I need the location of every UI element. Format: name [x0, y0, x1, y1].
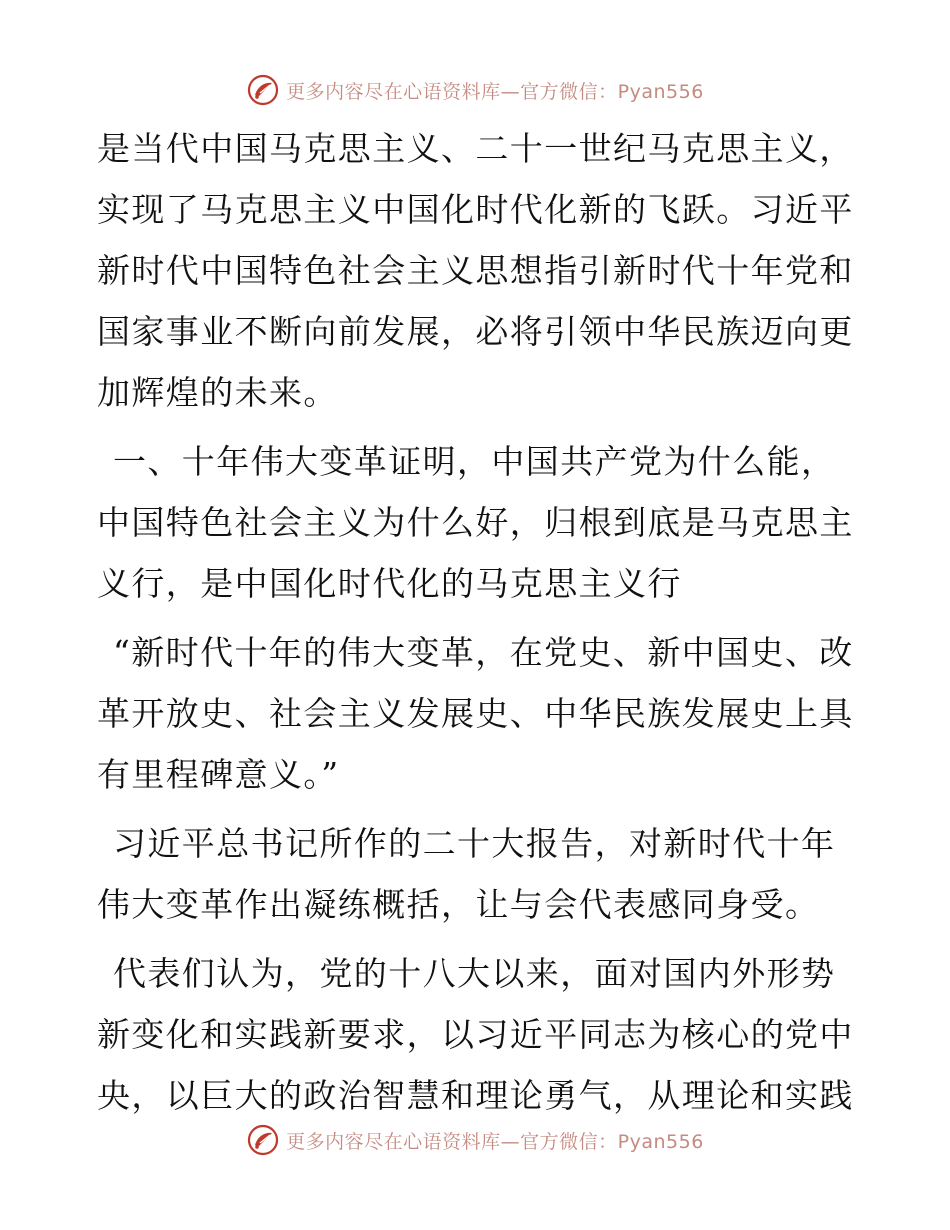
- footer-watermark: [0, 1120, 950, 1160]
- watermark-text: 更多内容尽在心语资料库—官方微信：Pyan556: [286, 80, 704, 103]
- watermark-logo-icon: [246, 1123, 280, 1157]
- paragraph-report-summary: 习近平总书记所作的二十大报告，对新时代十年伟大变革作出凝练概括，让与会代表感同身受。: [97, 824, 836, 924]
- quote-paragraph: “新时代十年的伟大变革，在党史、新中国史、改革开放史、社会主义发展史、中华民族发展史上具有里程碑意义。”: [97, 633, 854, 794]
- paragraph-intro-continuation: 是当代中国马克思主义、二十一世纪马克思主义，实现了马克思主义中国化时代化新的飞跃。习近平新时代中国特色社会主义思想指引新时代十年党和国家事业不断向前发展，必将引领中华民族迈向更加辉煌的未来。: [97, 129, 854, 412]
- section-heading-1: 一、十年伟大变革证明，中国共产党为什么能，中国特色社会主义为什么好，归根到底是马克思主义行，是中国化时代化的马克思主义行: [97, 442, 854, 603]
- watermark-text: 更多内容尽在心语资料库—官方微信：Pyan556: [286, 1130, 704, 1153]
- document-body: [97, 118, 857, 1126]
- watermark-logo-icon: [246, 73, 280, 107]
- header-watermark: [0, 70, 950, 110]
- paragraph-delegates-view: 代表们认为，党的十八大以来，面对国内外形势新变化和实践新要求，以习近平同志为核心的党中央，以巨大的政治智慧和理论勇气，从理论和实践: [97, 954, 854, 1115]
